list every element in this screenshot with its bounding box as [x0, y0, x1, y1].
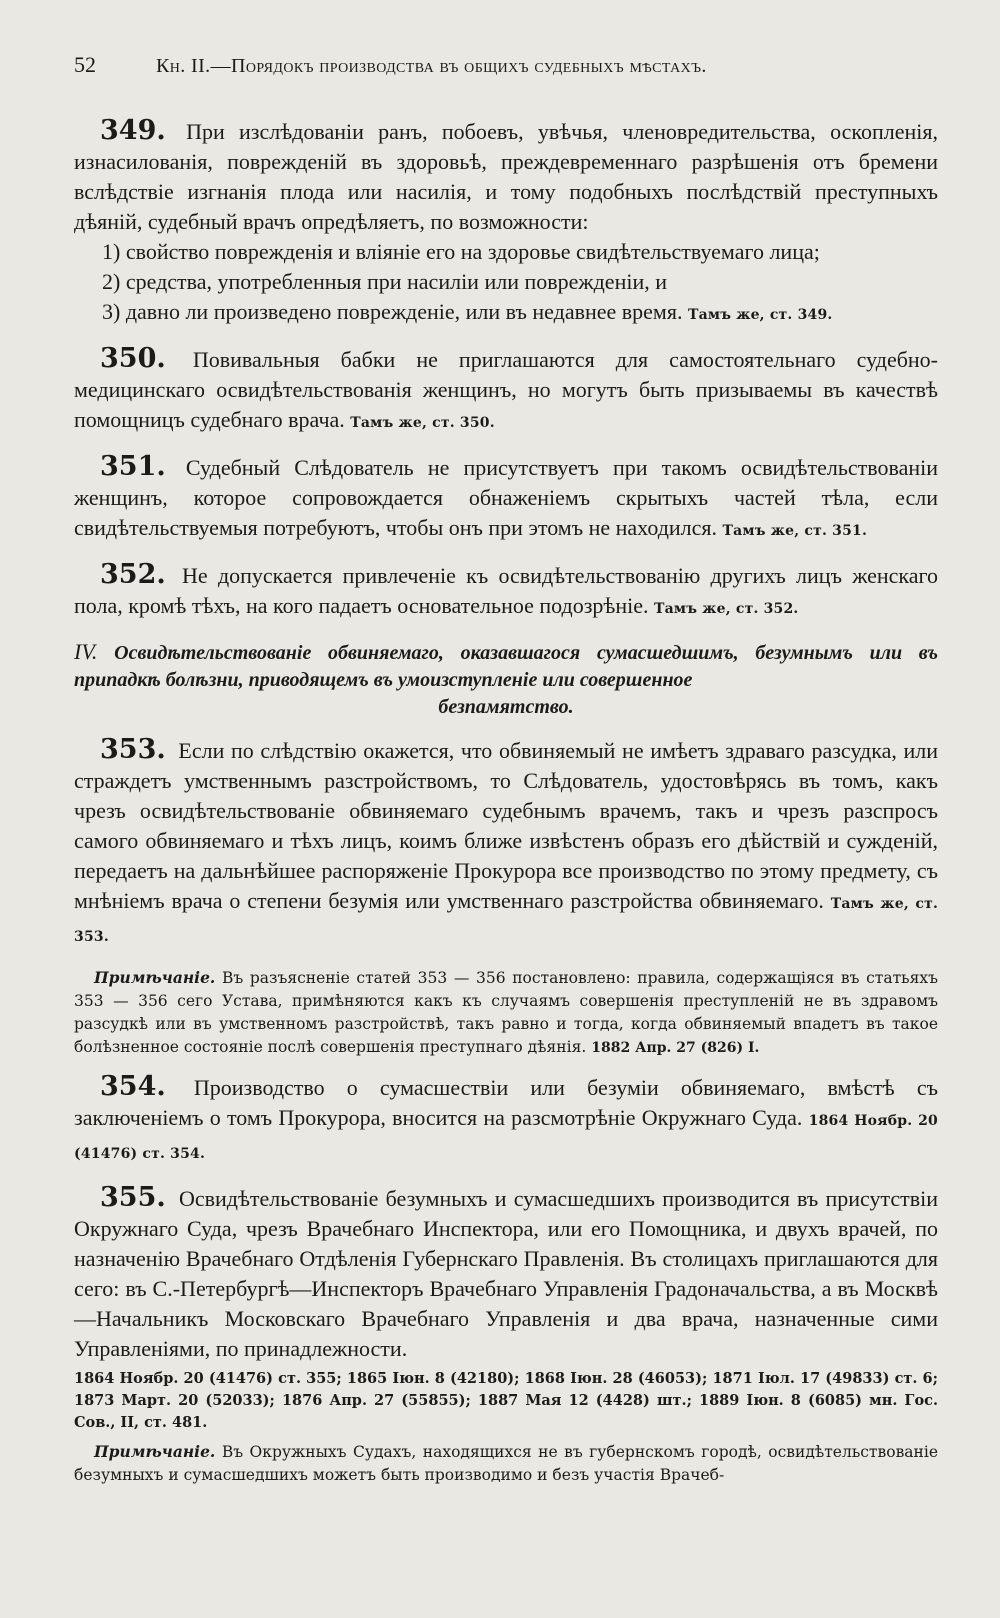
article-text: Производство о сумасшествіи или безуміи обвиняемаго, вмѣстѣ съ заключеніемъ о томъ Прокурора, вносится на разсмотрѣніе Окружнаго Суда.	[74, 1075, 938, 1130]
article-353	[74, 735, 938, 952]
article-352	[74, 560, 938, 624]
note-text: Въ разъясненіе статей 353 — 356 постановлено: правила, содержащіяся въ статьяхъ 353 — 356 сего Устава, примѣняются какъ къ случаямъ совершенія преступленій не въ здравомъ разсудкѣ или въ умственномъ разстройствѣ, такъ равно и тогда, когда обвиняемый впадетъ въ такое болѣзненное состояніе послѣ совершенія преступнаго дѣянія.	[74, 969, 938, 1056]
article-text: Повивальныя бабки не приглашаются для самостоятельнаго судебно-медицинскаго освидѣтельствованія женщинъ, но могутъ быть призываемы въ качествѣ помощницъ судебнаго врача.	[74, 347, 938, 432]
citation: Тамъ же, ст. 351.	[722, 523, 868, 539]
article-number: 355.	[100, 1182, 166, 1213]
citation: Тамъ же, ст. 353.	[74, 896, 939, 945]
section-heading	[74, 638, 938, 721]
article-text: Освидѣтельствованіе безумныхъ и сумасшедшихъ производится въ присутствіи Окружнаго Суда, чрезъ Врачебнаго Инспектора, или его Помощника, и двухъ врачей, по назначенію Врачебнаго Отдѣленія Губернскаго Правленія. Въ столицахъ приглашаются для сего: въ С.-Петербургѣ—Инспекторъ Врачебнаго Управленія Градоначальства, а въ Москвѣ—Начальникъ Московскаго Врачебнаго Управленія и два врача, назначенные сими Управленіями, по принадлежности.	[74, 1186, 939, 1361]
page-header	[74, 52, 938, 78]
citation: Тамъ же, ст. 349.	[687, 307, 833, 323]
note-label: Примѣчаніе.	[94, 968, 216, 987]
article-number: 349.	[100, 115, 166, 146]
article-351	[74, 452, 938, 546]
article-349	[74, 116, 938, 330]
article-number: 352.	[100, 559, 166, 590]
article-text: Если по слѣдствію окажется, что обвиняемый не имѣетъ здраваго разсудка, или страждетъ умственнымъ разстройствомъ, то Слѣдователь, удостовѣрясь въ томъ, какъ чрезъ освидѣтельствованіе обвиняемаго судебнымъ врачемъ, такъ и чрезъ разспросъ самого обвиняемаго и тѣхъ лицъ, коимъ ближе извѣстенъ образъ его дѣйствій и сужденій, передаетъ на дальнѣйшее распоряженіе Прокурора все производство по этому предмету, съ мнѣніемъ врача о степени безумія или умственнаго разстройства обвиняемаго.	[74, 738, 938, 913]
article-number: 353.	[100, 734, 166, 765]
note-text: Въ Окружныхъ Судахъ, находящихся не въ губернскомъ городѣ, освидѣтельствованіе безумныхъ и сумасшедшихъ можетъ быть производимо и безъ участія Врачеб-	[74, 1443, 938, 1484]
article-350	[74, 344, 938, 438]
article-text: Не допускается привлеченіе къ освидѣтельствованію другихъ лицъ женскаго пола, кромѣ тѣхъ, на кого падаетъ основательное подозрѣніе.	[74, 563, 939, 618]
note-reference: 1882 Апр. 27 (826) I.	[591, 1040, 760, 1056]
list-item: 1) свойство поврежденія и вліяніе его на здоровье свидѣтельствуемаго лица;	[102, 239, 820, 264]
citation: 1864 Ноябр. 20 (41476) ст. 354.	[74, 1113, 938, 1162]
section-number: IV.	[74, 639, 98, 664]
article-number: 350.	[100, 343, 166, 374]
article-number: 354.	[100, 1071, 166, 1102]
article-349-body	[74, 116, 938, 237]
citation: Тамъ же, ст. 350.	[350, 415, 495, 431]
list-item: 2) средства, употребленныя при насиліи или поврежденіи, и	[102, 269, 667, 294]
article-355-references: 1864 Ноябр. 20 (41476) ст. 355; 1865 Іюн. 8 (42180); 1868 Іюн. 28 (46053); 1871 Іюл. 17 (49833) ст. 6; 1873 Март. 20 (52033); 1876 Апр. 27 (55855); 1887 Мая 12 (4428) шт.; 1889 Іюн. 8 (6085) мн. Гос. Сов., II, ст. 481.	[74, 1370, 938, 1431]
article-354	[74, 1072, 938, 1169]
article-text: Судебный Слѣдователь не присутствуетъ при такомъ освидѣтельствованіи женщинъ, которое сопровождается обнаженіемъ скрытыхъ частей тѣла, если свидѣтельствуемыя потребуютъ, чтобы онъ при этомъ не находился.	[74, 455, 939, 540]
section-title: Освидѣтельствованіе обвиняемаго, оказавшагося сумасшедшимъ, безумнымъ или въ припадкѣ болѣзни, приводящемъ въ умоизступленіе или совершенное	[74, 642, 939, 691]
note-label: Примѣчаніе.	[94, 1442, 216, 1461]
article-number: 351.	[100, 451, 166, 482]
citation: Тамъ же, ст. 352.	[654, 601, 799, 617]
list-item-text: 3) давно ли произведено поврежденіе, или въ недавнее время.	[102, 299, 683, 324]
section-title-end: безпамятство.	[438, 696, 574, 718]
article-355	[74, 1183, 938, 1364]
article-text: При изслѣдованіи ранъ, побоевъ, увѣчья, членовредительства, оскопленія, изнасилованія, поврежденій въ здоровьѣ, преждевременнаго разрѣшенія отъ бремени вслѣдствіе изгнанія плода или насилія, и тому подобныхъ послѣдствій преступныхъ дѣяній, судебный врачъ опредѣляетъ, по возможности:	[74, 119, 938, 234]
running-title: Кн. II.—Порядокъ производства въ общихъ судебныхъ мѣстахъ.	[156, 55, 707, 77]
note-353	[74, 966, 938, 1060]
list-item	[74, 297, 938, 330]
page-number: 52	[74, 52, 96, 77]
note-355	[74, 1440, 938, 1487]
